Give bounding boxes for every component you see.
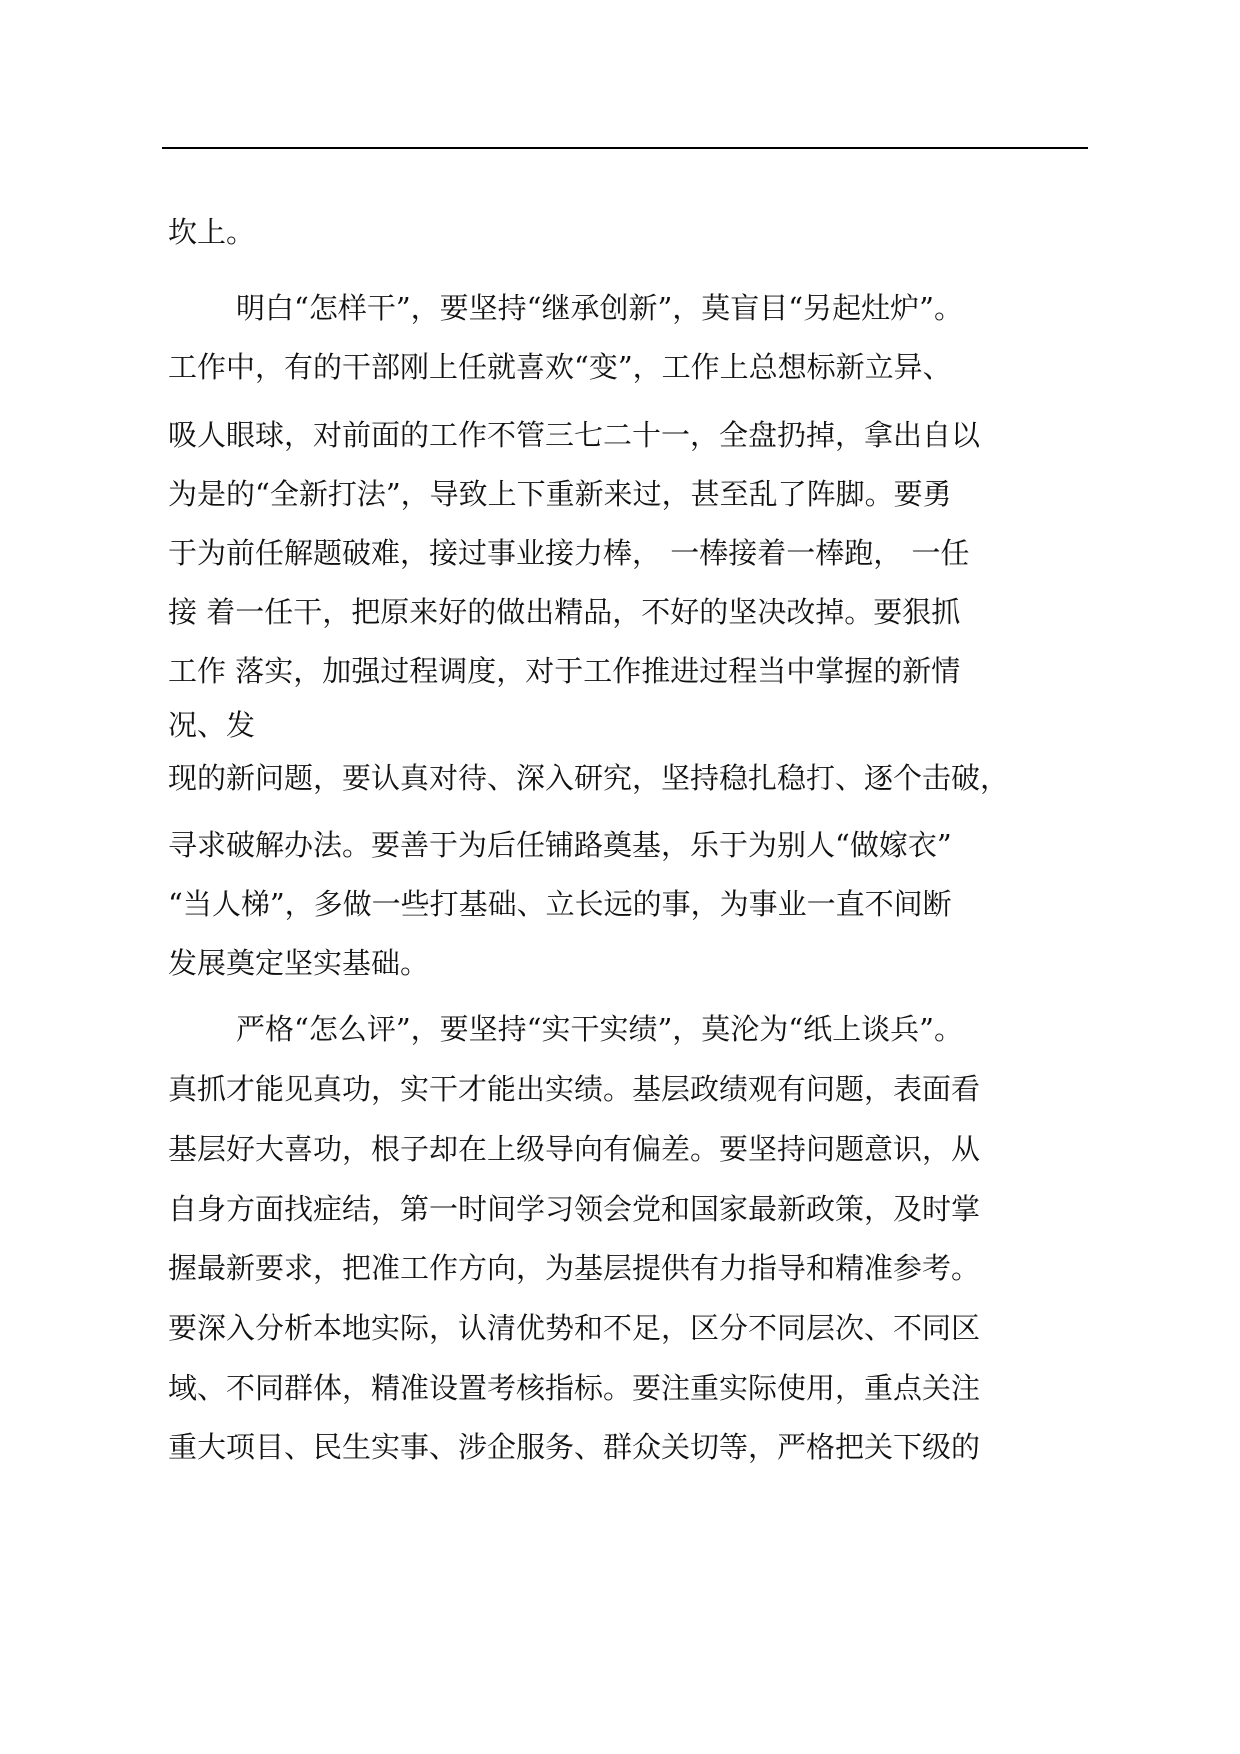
text-line: 寻求破解办法。要善于为后任铺路奠基，乐于为别人“做嫁衣”: [168, 828, 952, 862]
text-line: 接 着一任干，把原来好的做出精品，不好的坚决改掉。要狠抓: [168, 595, 961, 629]
paragraph-first-line: 明白“怎样干”，要坚持“继承创新”，莫盲目“另起灶炉”。: [236, 291, 963, 325]
text-line: 现的新问题，要认真对待、深入研究，坚持稳扎稳打、逐个击破，: [168, 761, 1010, 795]
text-line: 重大项目、民生实事、涉企服务、群众关切等，严格把关下级的: [168, 1430, 981, 1464]
text-line: 自身方面找症结，第一时间学习领会党和国家最新政策，及时掌: [168, 1192, 981, 1226]
text-line: 握最新要求，把准工作方向，为基层提供有力指导和精准参考。: [168, 1251, 981, 1285]
text-line: “当人梯”，多做一些打基础、立长远的事，为事业一直不间断: [168, 887, 952, 921]
text-line: 真抓才能见真功，实干才能出实绩。基层政绩观有问题，表面看: [168, 1072, 981, 1106]
text-line: 吸人眼球，对前面的工作不管三七二十一，全盘扔掉，拿出自以: [168, 418, 981, 452]
text-line: 基层好大喜功，根子却在上级导向有偏差。要坚持问题意识，从: [168, 1132, 981, 1166]
text-line: 域、不同群体，精准设置考核指标。要注重实际使用，重点关注: [168, 1371, 981, 1405]
text-line: 况、发: [168, 708, 256, 742]
text-line: 坎上。: [168, 215, 256, 249]
text-line: 工作中，有的干部刚上任就喜欢“变”，工作上总想标新立异、: [168, 350, 952, 384]
paragraph-first-line: 严格“怎么评”，要坚持“实干实绩”，莫沦为“纸上谈兵”。: [236, 1012, 963, 1046]
text-line: 工作 落实，加强过程调度，对于工作推进过程当中掌握的新情: [168, 654, 961, 688]
text-line: 为是的“全新打法”，导致上下重新来过，甚至乱了阵脚。要勇: [168, 477, 952, 511]
text-line: 要深入分析本地实际，认清优势和不足，区分不同层次、不同区: [168, 1311, 981, 1345]
text-line: 发展奠定坚实基础。: [168, 946, 430, 980]
text-line: 于为前任解题破难，接过事业接力棒， 一棒接着一棒跑， 一任: [168, 536, 970, 570]
header-rule: [162, 147, 1088, 149]
